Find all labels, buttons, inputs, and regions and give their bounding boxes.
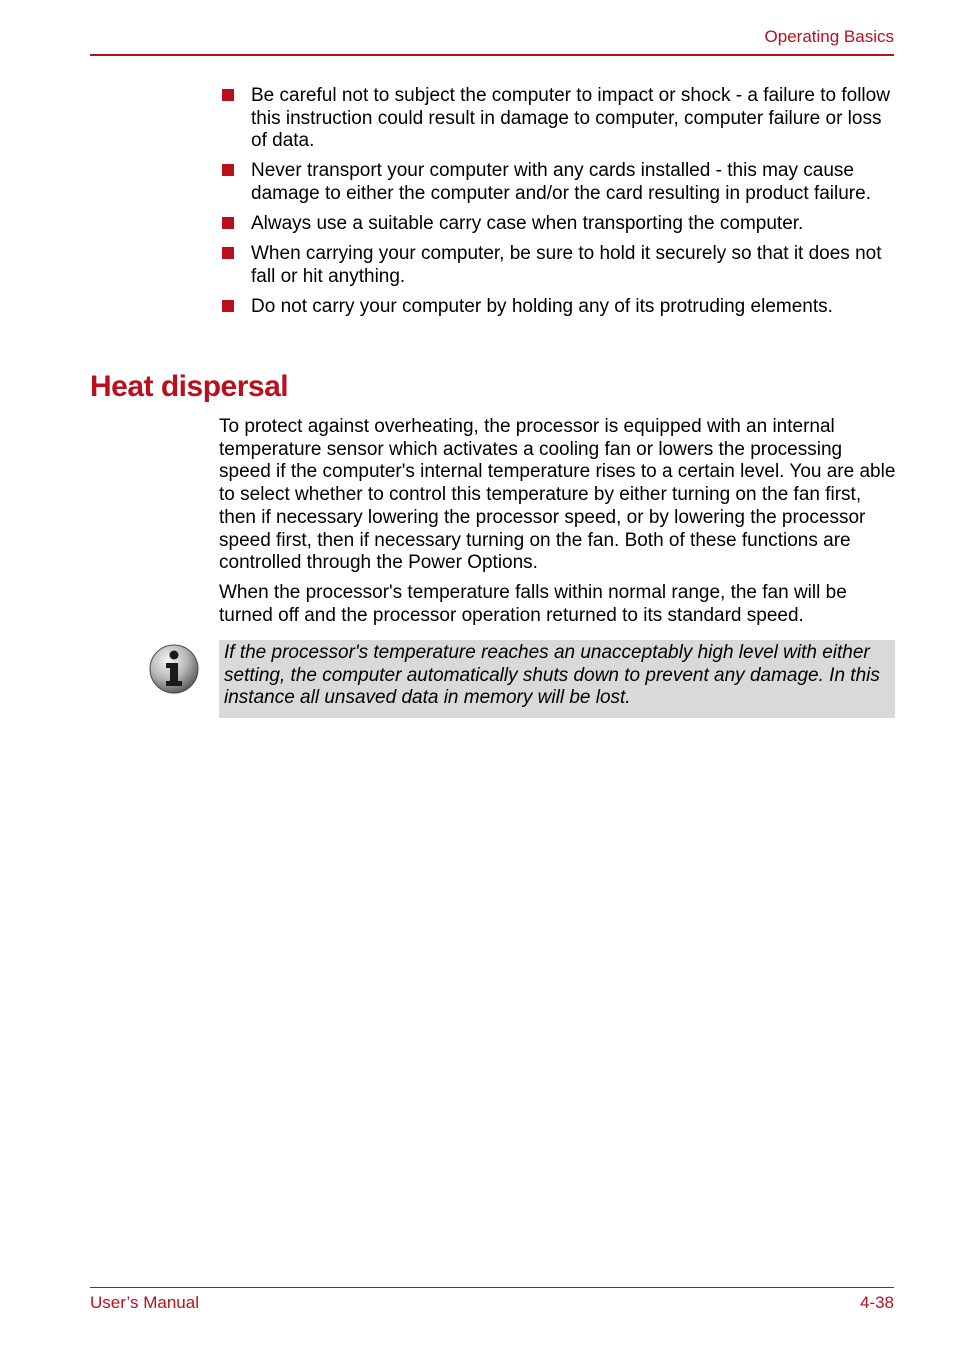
chapter-title: Operating Basics [764,27,894,46]
header-divider [90,54,894,56]
square-bullet-icon [222,164,234,176]
info-icon [148,643,200,695]
list-item [220,296,900,319]
note-text: If the processor's temperature reaches an unacceptably high level with either setting, the computer automatically shuts down to prevent any damage. In this instance all unsaved data in memory will be lost. [224,642,880,709]
square-bullet-icon [222,247,234,259]
list-item [220,243,900,288]
list-item [220,85,900,153]
body-paragraph: To protect against overheating, the processor is equipped with an internal temperature sensor which activates a cooling fan or lowers the processing speed if the computer's internal temperature rises to a certain level. You are able to select whether to control this temperature by either turning on the fan first, then if necessary lowering the processor speed, or by lowering the processor speed first, then if necessary turning on the fan. Both of these functions are controlled through the Power Options. [219,416,896,574]
note-box [219,640,895,718]
list-item-text: Never transport your computer with any cards installed - this may cause damage to either the computer and/or the card resulting in product failure. [251,160,871,204]
list-item-text: When carrying your computer, be sure to hold it securely so that it does not fall or hit anything. [251,243,882,287]
list-item [220,213,900,236]
precautions-list [220,85,900,326]
page-number: 4-38 [859,1293,894,1312]
list-item-text: Do not carry your computer by holding any of its protruding elements. [251,295,833,317]
list-item [220,160,900,205]
list-item-text: Be careful not to subject the computer to impact or shock - a failure to follow this instruction could result in damage to computer, computer failure or loss of data. [251,85,890,152]
footer-divider [90,1287,894,1288]
body-paragraph: When the processor's temperature falls within normal range, the fan will be turned off and the processor operation returned to its standard speed. [219,582,847,626]
section-heading: Heat dispersal [90,370,289,403]
manual-title: User’s Manual [90,1293,199,1312]
square-bullet-icon [222,89,234,101]
list-item-text: Always use a suitable carry case when transporting the computer. [251,212,804,234]
square-bullet-icon [222,300,234,312]
square-bullet-icon [222,217,234,229]
